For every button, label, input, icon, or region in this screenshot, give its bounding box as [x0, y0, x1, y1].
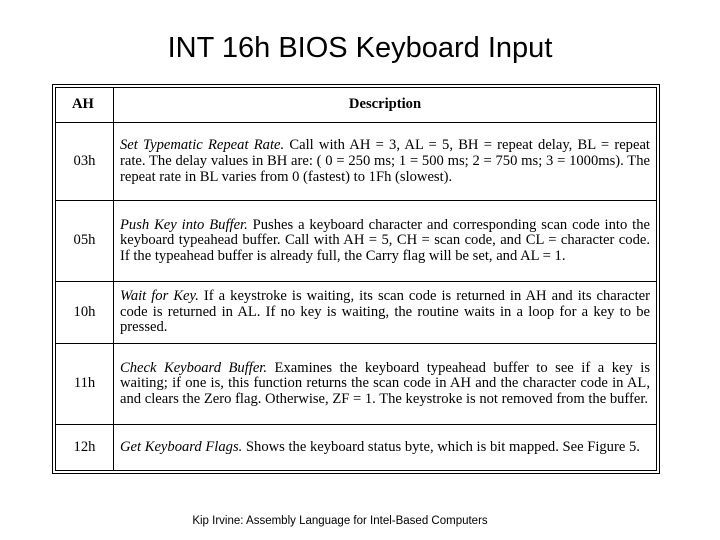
header-description: Description	[114, 88, 657, 123]
function-name: Wait for Key.	[120, 288, 199, 305]
function-table-frame	[52, 84, 660, 474]
description-cell	[114, 281, 657, 343]
table-header-row	[56, 88, 657, 123]
function-description: Examines the keyboard typeahead buffer to see if a key is waiting; if one is, this function returns the scan code in AH and the character code in AL, and clears the Zero flag. Otherwise, ZF = 1. The keystroke is not removed from the buffer.	[120, 359, 651, 407]
ah-value: 05h	[56, 201, 114, 281]
function-description: Pushes a keyboard character and corresponding scan code into the keyboard typeahead buffer. Call with AH = 5, CH = scan code, and CL = character code. If the typeahead buffer is already full, the Carry flag will be set, and AL = 1.	[120, 216, 650, 264]
ah-value: 12h	[56, 424, 114, 470]
int16h-function-table	[55, 87, 657, 471]
table-row	[56, 123, 657, 201]
ah-value: 11h	[56, 344, 114, 424]
function-name: Check Keyboard Buffer.	[120, 359, 268, 376]
description-cell	[114, 344, 657, 424]
table-row	[56, 424, 657, 470]
ah-value: 10h	[56, 281, 114, 343]
table-row	[56, 201, 657, 281]
slide-footer: Kip Irvine: Assembly Language for Intel-Based Computers	[192, 515, 488, 527]
function-name: Set Typematic Repeat Rate.	[120, 137, 285, 154]
description-cell	[114, 201, 657, 281]
header-ah: AH	[56, 88, 114, 123]
table-row	[56, 281, 657, 343]
function-description: Call with AH = 3, AL = 5, BH = repeat delay, BL = repeat rate. The delay values in BH are: ( 0 = 250 ms; 1 = 500 ms; 2 = 750 ms; 3 = 1000ms). The repeat rate in BL varies from 0 (fastest) to 1Fh (slowest).	[120, 137, 650, 185]
description-cell	[114, 424, 657, 470]
ah-value: 03h	[56, 123, 114, 201]
function-description: Shows the keyboard status byte, which is bit mapped. See Figure 5.	[242, 438, 640, 455]
function-description: If a keystroke is waiting, its scan code is returned in AH and its character code is returned in AL. If no key is waiting, the routine waits in a loop for a key to be pressed.	[120, 288, 650, 336]
function-name: Get Keyboard Flags.	[120, 438, 243, 455]
function-name: Push Key into Buffer.	[120, 216, 248, 233]
description-cell	[114, 123, 657, 201]
slide-title: INT 16h BIOS Keyboard Input	[167, 32, 553, 64]
table-row	[56, 344, 657, 424]
